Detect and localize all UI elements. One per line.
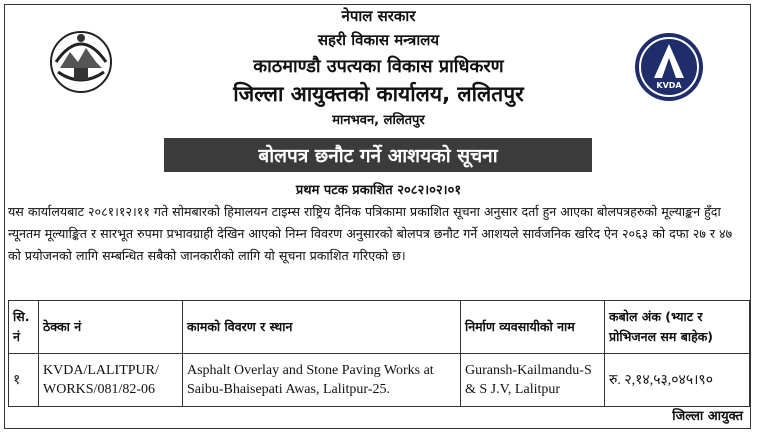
header-line-3: काठमाण्डौ उपत्यका विकास प्राधिकरण [253,56,504,77]
table-row [9,354,750,407]
notice-paragraph: यस कार्यालयबाट २०८१।१२।११ गते सोमबारको हिमालयन टाइम्स राष्ट्रिय दैनिक पत्रिकामा प्रकाशित सूचना अनुसार दर्ता हुन आएका बोलपत्रहरुको मूल्याङ्कन हुँदा न्यूनतम मूल्याङ्कित र सारभूत रुपमा प्रभावग्राही देखिन आएको निम्न विवरण अनुसारको बोलपत्र छनौट गर्ने आशयले सार्वजनिक खरिद ऐन २०६३ को दफा २७ र ४७ को प्रयोजनको लागि सम्बन्धित सबैको जानकारीको लागि यो सूचना प्रकाशित गरिएको छ। [8,204,733,263]
header-line-5: मानभवन, ललितपुर [332,113,425,128]
published-date: प्रथम पटक प्रकाशित २०८२।०२।०१ [295,183,462,198]
kvda-logo-text: KVDA [656,81,682,90]
notice-title-banner [164,138,592,172]
col-header-bid-amount: कबोल अंक (भ्याट र प्रोभिजनल सम बाहेक) [605,301,750,354]
header-line-2: सहरी विकास मन्त्रालय [317,31,440,49]
header-line-4: जिल्ला आयुक्तको कार्यालय, ललितपुर [233,82,524,106]
cell-work-description: Asphalt Overlay and Stone Paving Works at Saibu-Bhaisepati Awas, Lalitpur-25. [183,354,461,407]
tender-table [8,300,750,407]
notice-title: बोलपत्र छनौट गर्ने आशयको सूचना [258,145,498,167]
col-header-sn: सि. नं [9,301,39,354]
cell-sn: १ [9,354,39,407]
cell-bid-amount: रु. २,१४,५३,०४५।९० [605,354,750,407]
signature: जिल्ला आयुक्त [672,409,743,424]
col-header-contractor: निर्माण व्यवसायीको नाम [461,301,605,354]
cell-contractor: Guransh-Kailmandu-S & S J.V, Lalitpur [461,354,605,407]
table-header-row [9,301,750,354]
col-header-work-description: कामको विवरण र स्थान [183,301,461,354]
col-header-contract-no: ठेक्का नं [39,301,183,354]
header-line-1: नेपाल सरकार [341,7,416,25]
cell-contract-no: KVDA/LALITPUR/ WORKS/081/82-06 [39,354,183,407]
